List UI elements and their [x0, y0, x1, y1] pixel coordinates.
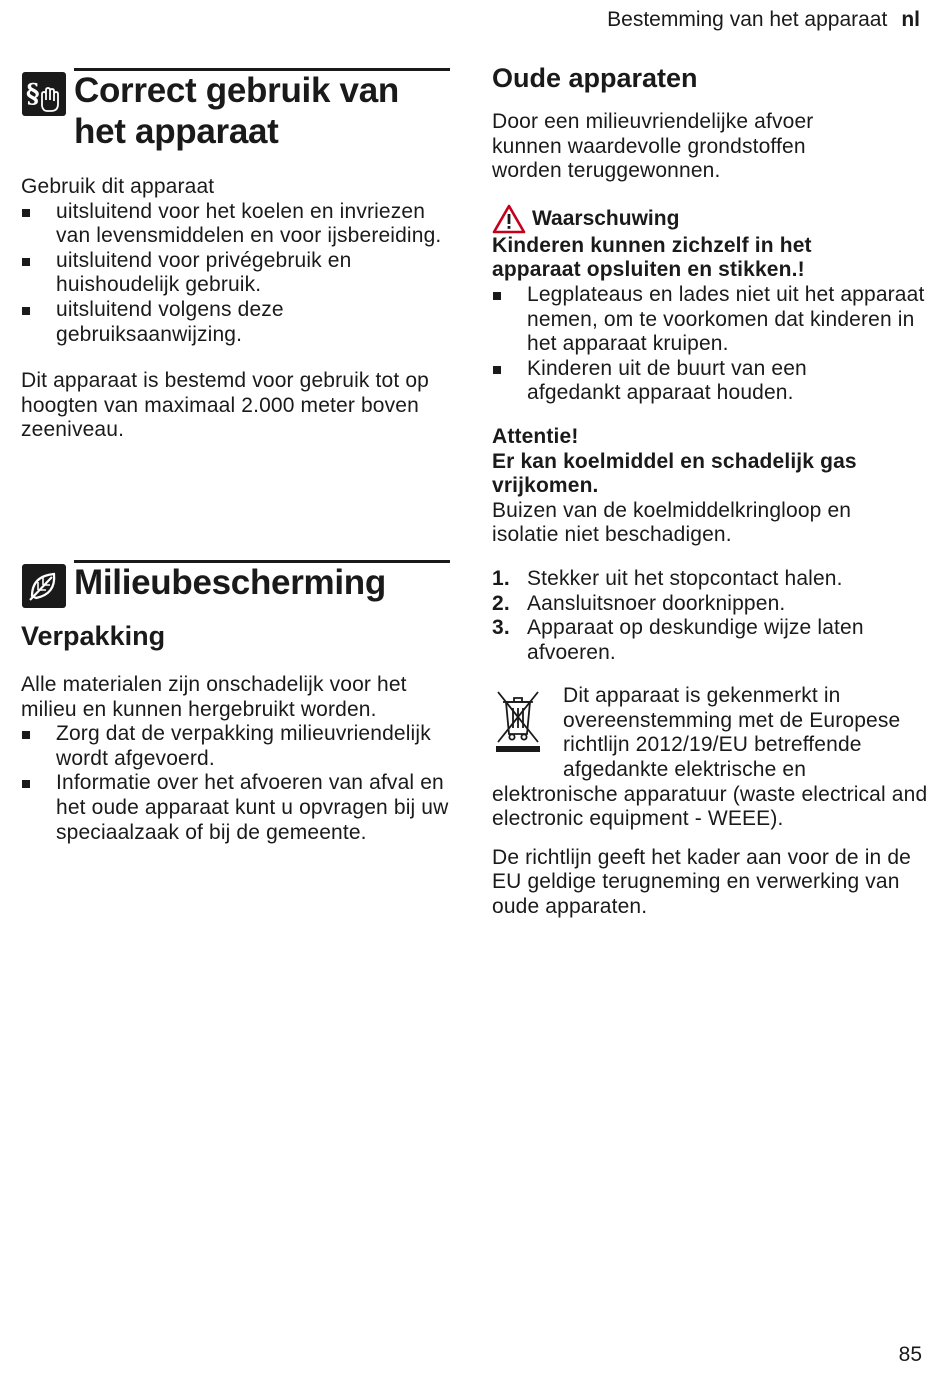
list-item: Zorg dat de verpakking milieuvriendelijk wordt afgevoerd. — [21, 722, 451, 771]
step-item — [492, 567, 932, 592]
step-text: Aansluitsnoer doorknippen. — [527, 591, 786, 615]
old-appliances-heading: Oude apparaten — [492, 63, 698, 93]
svg-text:§: § — [26, 79, 40, 109]
page-number: 85 — [898, 1343, 922, 1366]
attention-bold: Er kan koelmiddel en schadelijk gas vrijkomen. — [492, 449, 857, 498]
section-correct-use-header — [22, 68, 450, 158]
language-code: nl — [901, 8, 920, 31]
old-appliances-column — [492, 62, 932, 920]
leaf-icon — [22, 564, 66, 608]
list-item: uitsluitend voor privégebruik en huishoudelijk gebruik. — [21, 249, 451, 298]
environment-body — [21, 620, 451, 845]
list-item: Kinderen uit de buurt van een afgedankt apparaat houden. — [492, 357, 857, 406]
closing-text: De richtlijn geeft het kader aan voor de in de EU geldige terugneming en verwerking van oude apparaten. — [492, 845, 911, 919]
attention-text: Buizen van de koelmiddelkringloop en isolatie niet beschadigen. — [492, 498, 852, 547]
paragraph-hand-icon — [22, 72, 66, 116]
step-text: Apparaat op deskundige wijze laten afvoeren. — [527, 616, 864, 664]
list-item: Legplateaus en lades niet uit het apparaat nemen, om te voorkomen dat kinderen in het apparaat kruipen. — [492, 283, 932, 357]
step-item — [492, 616, 932, 665]
packaging-list — [21, 722, 451, 845]
intro-text: Gebruik dit apparaat — [21, 175, 215, 198]
warning-list — [492, 283, 932, 406]
step-number: 3. — [492, 616, 510, 640]
weee-text: Dit apparaat is gekenmerkt in overeenstemming met de Europese richtlijn 2012/19/EU betreffende afgedankte elektrische en elektronische apparatuur (waste electrical and electronic equipment - WEEE). — [492, 684, 928, 831]
warning-header — [492, 204, 932, 234]
crossed-out-bin-icon — [492, 688, 544, 754]
correct-use-body — [21, 175, 451, 443]
weee-block — [492, 684, 932, 832]
list-item: uitsluitend voor het koelen en invriezen van levensmiddelen en voor ijsbereiding. — [21, 200, 451, 249]
running-title: Bestemming van het apparaat — [607, 8, 888, 31]
packaging-heading: Verpakking — [21, 621, 166, 651]
section-title: Milieubescherming — [74, 563, 386, 602]
step-number: 1. — [492, 566, 510, 590]
step-number: 2. — [492, 591, 510, 615]
warning-label: Waarschuwing — [532, 206, 680, 230]
warning-block — [492, 204, 932, 406]
section-environment-header — [22, 560, 450, 610]
old-appliances-intro: Door een milieuvriendelijke afvoer kunnen waardevolle grondstoffen worden teruggewonnen. — [492, 110, 814, 183]
disposal-steps — [492, 567, 932, 665]
list-item: Informatie over het afvoeren van afval en het oude apparaat kunt u opvragen bij uw speciaalzaak of bij de gemeente. — [21, 771, 451, 845]
usage-list — [21, 200, 451, 348]
running-header — [607, 8, 920, 32]
section-title: Correct gebruik van het apparaat — [74, 71, 399, 151]
altitude-text: Dit apparaat is bestemd voor gebruik tot op hoogten van maximaal 2.000 meter boven zeeniveau. — [21, 369, 430, 442]
attention-block — [492, 425, 932, 548]
warning-triangle-icon — [492, 204, 526, 234]
warning-text: Kinderen kunnen zichzelf in het apparaat opsluiten en stikken.! — [492, 233, 812, 282]
list-item: uitsluitend volgens deze gebruiksaanwijzing. — [21, 298, 451, 347]
step-text: Stekker uit het stopcontact halen. — [527, 566, 843, 590]
packaging-text: Alle materialen zijn onschadelijk voor het milieu en kunnen hergebruikt worden. — [21, 673, 407, 721]
step-item — [492, 592, 932, 617]
attention-label: Attentie! — [492, 424, 579, 448]
